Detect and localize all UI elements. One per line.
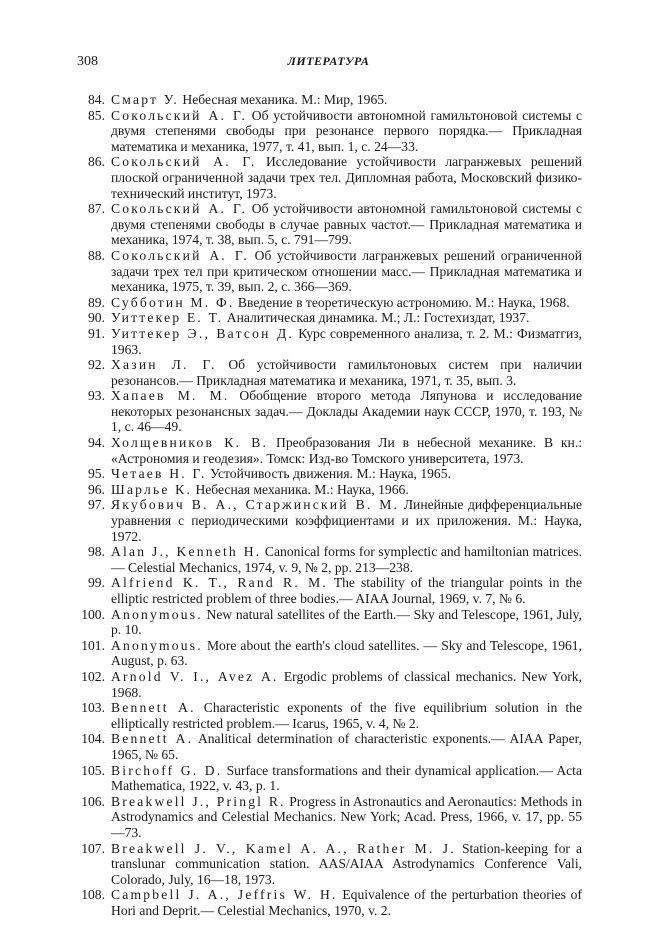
- reference-number: 103.: [81, 700, 105, 716]
- reference-number: 99.: [88, 575, 105, 591]
- reference-number: 86.: [88, 154, 105, 170]
- reference-number: 101.: [81, 637, 105, 653]
- reference-author: Arnold V. I., Avez A.: [111, 668, 279, 684]
- reference-author: Campbell J. A., Jeffris W. H.: [111, 887, 338, 903]
- reference-text: [111, 607, 582, 638]
- reference-item: [77, 108, 582, 155]
- reference-item: [77, 763, 582, 794]
- reference-number: 88.: [88, 247, 105, 263]
- reference-number: 98.: [88, 544, 105, 560]
- reference-text: [111, 763, 582, 794]
- reference-text: [111, 669, 582, 700]
- reference-number: 93.: [88, 388, 105, 404]
- reference-author: Bennett A.: [111, 700, 196, 716]
- reference-item: [77, 326, 582, 357]
- reference-item: [77, 887, 582, 918]
- page-header: [77, 54, 580, 72]
- reference-item: [77, 466, 582, 482]
- reference-author: Breakwell J., Pringl R.: [111, 793, 286, 809]
- reference-number: 107.: [81, 840, 105, 856]
- reference-author: Якубович В. А., Старжинский В. М.: [111, 497, 400, 513]
- reference-text: [111, 841, 582, 888]
- reference-item: [77, 201, 582, 248]
- reference-text: [111, 108, 582, 155]
- reference-number: 94.: [88, 435, 105, 451]
- reference-title: Surface transformations and their dynamical application.— Acta Mathematica, 1922, v. 43, p. 1.: [111, 762, 582, 794]
- reference-title: Обобщение второго метода Ляпунова и исследование некоторых резонансных задач.— Доклады Академии наук СССР, 1970, т. 193, № 1, с. 46—49.: [111, 388, 582, 435]
- reference-author: Alfriend K. T., Rand R. M.: [111, 575, 329, 591]
- reference-item: [77, 357, 582, 388]
- reference-author: Четаев Н. Г.: [111, 466, 207, 482]
- reference-number: 95.: [88, 466, 105, 482]
- reference-author: Смарт У.: [111, 92, 179, 107]
- reference-text: [111, 201, 582, 248]
- reference-text: [111, 794, 582, 841]
- reference-title: Устойчивость движения. М.: Наука, 1965.: [210, 466, 451, 482]
- reference-title: Об устойчивости лагранжевых решений ограниченной задачи трех тел при критическом отношении масс.— Прикладная математика и механика, 1975, т. 39, вып. 2, с. 366—369.: [111, 247, 582, 295]
- reference-text: [111, 295, 582, 311]
- reference-text: [111, 310, 582, 326]
- reference-title: Characteristic exponents of the five equilibrium solution in the elliptically restricted problem.— Icarus, 1965, v. 4, № 2.: [111, 700, 582, 731]
- reference-number: 108.: [81, 887, 105, 903]
- reference-text: [111, 466, 582, 482]
- reference-title: Курс современного анализа, т. 2. М.: Физматгиз, 1963.: [111, 325, 582, 357]
- reference-number: 106.: [81, 793, 105, 809]
- reference-item: [77, 575, 582, 606]
- reference-title: More about the earth's cloud satellites. — Sky and Telescope, 1961, August, p. 63.: [111, 637, 582, 669]
- reference-number: 87.: [88, 201, 105, 217]
- reference-number: 85.: [88, 107, 105, 123]
- reference-text: [111, 638, 582, 669]
- reference-author: Birchoff G. D.: [111, 762, 223, 778]
- reference-text: [111, 700, 582, 731]
- reference-title: Progress in Astronautics and Aeronautics: Methods in Astrodynamics and Celestial Mechanics. New York; Acad. Press, 1966, v. 17, pp. 55—73.: [111, 793, 582, 840]
- reference-author: Холщевников К. В.: [111, 435, 269, 451]
- reference-text: [111, 435, 582, 466]
- reference-text: [111, 887, 582, 918]
- reference-text: [111, 357, 582, 388]
- reference-text: [111, 497, 582, 544]
- reference-number: 89.: [88, 294, 105, 310]
- reference-number: 100.: [81, 606, 105, 622]
- reference-author: Breakwell J. V., Kamel A. A., Rather M. J.: [111, 840, 456, 856]
- reference-author: Хапаев М. М.: [111, 388, 230, 404]
- reference-text: [111, 92, 582, 108]
- reference-title: Equivalence of the perturbation theories of Hori and Deprit.— Celestial Mechanics, 1970, v. 2.: [111, 887, 582, 918]
- reference-text: [111, 731, 582, 762]
- reference-title: The stability of the triangular points in the elliptic restricted problem of three bodies.— AIAA Journal, 1969, v. 7, № 6.: [111, 575, 583, 606]
- reference-author: Хазин Л. Г.: [111, 357, 217, 373]
- reference-item: [77, 92, 582, 108]
- reference-number: 97.: [88, 497, 105, 513]
- reference-text: [111, 575, 582, 606]
- reference-item: [77, 295, 582, 311]
- reference-title: Линейные дифференциальные уравнения с периодическими коэффициентами и их приложения. М.: Наука, 1972.: [111, 497, 582, 544]
- reference-author: Субботин М. Ф.: [111, 294, 235, 310]
- reference-item: [77, 497, 582, 544]
- reference-item: [77, 841, 582, 888]
- reference-number: 92.: [88, 357, 105, 373]
- reference-item: [77, 669, 582, 700]
- reference-item: [77, 388, 582, 435]
- reference-title: Небесная механика. М.: Наука, 1966.: [195, 481, 409, 497]
- reference-title: Преобразования Ли в небесной механике. В кн.: «Астрономия и геодезия». Томск: Изд-во Томского университета, 1973.: [111, 435, 582, 466]
- reference-text: [111, 154, 582, 201]
- reference-number: 90.: [88, 310, 105, 326]
- reference-number: 96.: [88, 481, 105, 497]
- reference-author: Шарлье К.: [111, 481, 193, 497]
- reference-author: Сокольский А. Г.: [111, 247, 250, 263]
- reference-title: Station-keeping for a translunar communication station. AAS/AIAA Astrodynamics Conference Vali, Colorado, July, 16—18, 1973.: [111, 840, 582, 887]
- reference-title: Небесная механика. М.: Мир, 1965.: [182, 92, 388, 107]
- reference-author: Сокольский А. Г.: [111, 201, 248, 217]
- reference-author: Bennett A.: [111, 731, 194, 747]
- reference-list: [77, 92, 582, 918]
- reference-title: Canonical forms for symplectic and hamiltonian matrices.— Celestial Mechanics, 1974, v. 9, № 2, pp. 213—238.: [111, 544, 582, 575]
- reference-title: New natural satellites of the Earth.— Sky and Telescope, 1961, July, p. 10.: [111, 606, 582, 638]
- reference-title: Analitical determination of characteristic exponents.— AIAA Paper, 1965, № 65.: [111, 731, 582, 762]
- reference-item: [77, 638, 582, 669]
- reference-number: 105.: [81, 762, 105, 778]
- reference-text: [111, 388, 582, 435]
- reference-title: Об устойчивости автономной гамильтоновой системы с двумя степенями свободы в случае равных частот.— Прикладная математика и механика, 1974, т. 38, вып. 5, с. 791—799.: [111, 201, 582, 248]
- reference-item: [77, 544, 582, 575]
- reference-item: [77, 435, 582, 466]
- reference-item: [77, 794, 582, 841]
- reference-number: 102.: [81, 668, 105, 684]
- reference-title: Ergodic problems of classical mechanics. New York, 1968.: [111, 668, 582, 700]
- reference-text: [111, 248, 582, 295]
- reference-item: [77, 154, 582, 201]
- reference-author: Уиттекер Е. Т.: [111, 310, 224, 326]
- reference-number: 104.: [81, 731, 105, 747]
- reference-item: [77, 700, 582, 731]
- reference-author: Уиттекер Э., Ватсон Д.: [111, 325, 295, 341]
- reference-author: Сокольский А. Г.: [111, 154, 257, 170]
- reference-item: [77, 482, 582, 498]
- running-title: ЛИТЕРАТУРА: [287, 54, 370, 68]
- reference-author: Anonymous.: [111, 606, 203, 622]
- reference-title: Об устойчивости автономной гамильтоновой системы с двумя степенями свободы при резонансе первого порядка.— Прикладная математика и механика, 1977, т. 41, вып. 1, с. 24—33.: [111, 107, 582, 154]
- reference-title: Исследование устойчивости лагранжевых решений плоской ограниченной задачи трех тел. Дипломная работа, Московский физико-технический институт, 1973.: [111, 154, 582, 201]
- reference-author: Сокольский А. Г.: [111, 107, 248, 123]
- reference-number: 84.: [88, 92, 105, 107]
- reference-item: [77, 310, 582, 326]
- reference-text: [111, 326, 582, 357]
- reference-number: 91.: [88, 325, 105, 341]
- reference-author: Anonymous.: [111, 637, 203, 653]
- reference-item: [77, 731, 582, 762]
- reference-title: Аналитическая динамика. М.; Л.: Гостехиздат, 1937.: [226, 310, 530, 326]
- page-number: 308: [77, 54, 98, 69]
- reference-title: Об устойчивости гамильтоновых систем при наличии резонансов.— Прикладная математика и механика, 1971, т. 35, вып. 3.: [111, 357, 583, 388]
- reference-title: Введение в теоретическую астрономию. М.: Наука, 1968.: [237, 294, 570, 310]
- reference-text: [111, 482, 582, 498]
- reference-text: [111, 544, 582, 575]
- reference-author: Alan J., Kenneth H.: [111, 544, 262, 560]
- reference-item: [77, 607, 582, 638]
- reference-item: [77, 248, 582, 295]
